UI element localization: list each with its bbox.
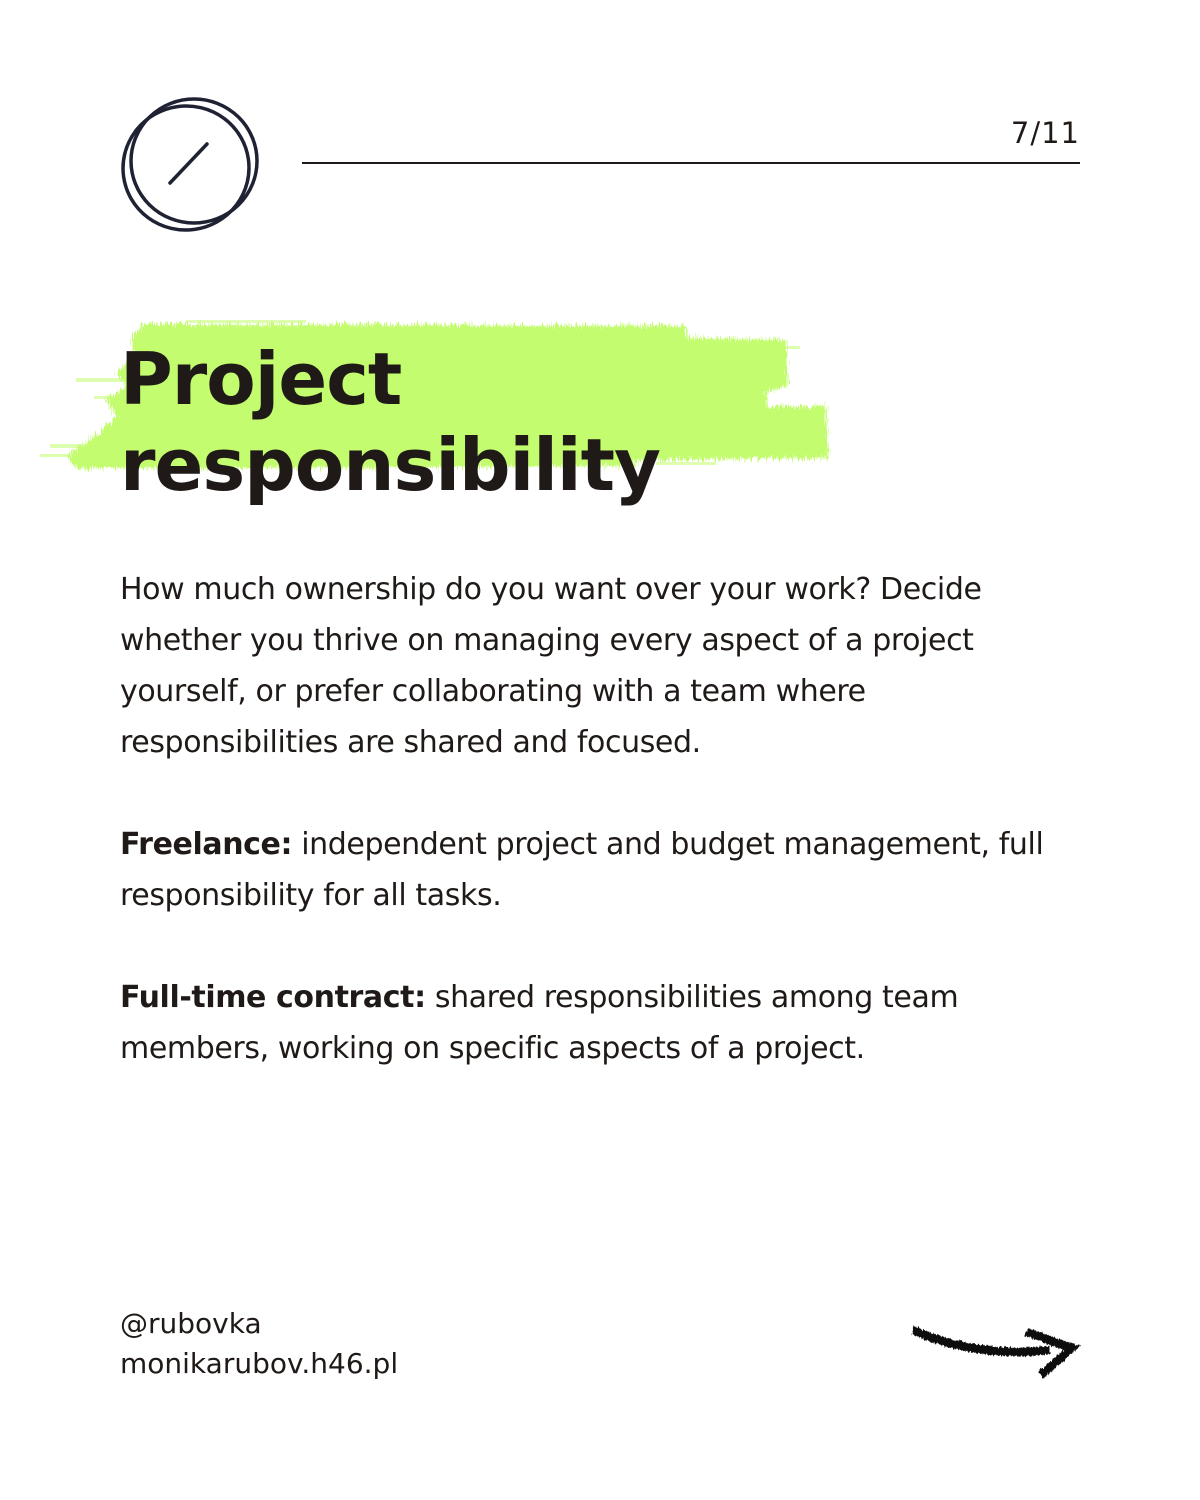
page-title: [120, 336, 660, 508]
social-handle: @rubovka: [120, 1307, 262, 1340]
page-counter: 7/11: [1010, 116, 1080, 150]
fulltime-label: Full-time contract:: [120, 980, 426, 1015]
freelance-label: Freelance:: [120, 827, 293, 862]
main-content: [120, 564, 1080, 1074]
fulltime-text: shared responsibilities among team members, working on specific aspects of a project.: [120, 980, 959, 1066]
arrow-right-icon[interactable]: [910, 1312, 1086, 1384]
footer-contact: [120, 1304, 398, 1384]
title-line-1: Project: [120, 337, 402, 421]
header-divider: [302, 162, 1080, 164]
intro-paragraph: How much ownership do you want over your work? Decide whether you thrive on managing every aspect of a project yourself, or prefer collaborating with a team where responsibilities are shared and focused.: [120, 572, 982, 760]
fulltime-paragraph: [120, 972, 1080, 1074]
freelance-paragraph: [120, 819, 1080, 921]
title-line-2: responsibility: [120, 423, 660, 507]
website-link: monikarubov.h46.pl: [120, 1347, 399, 1380]
circle-slash-icon: [118, 92, 264, 238]
freelance-text: independent project and budget management, full responsibility for all tasks.: [120, 827, 1044, 913]
